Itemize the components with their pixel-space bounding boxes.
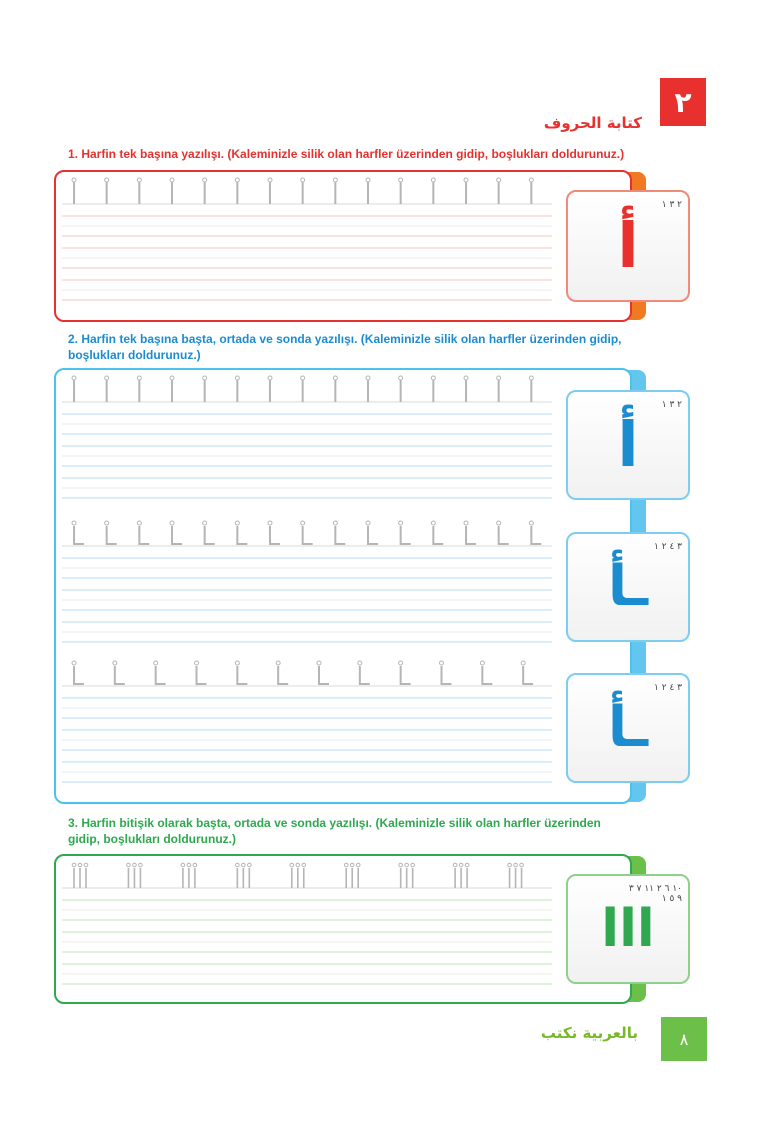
traced-letter xyxy=(154,661,166,684)
traced-letter xyxy=(72,863,88,888)
traced-letter xyxy=(72,521,84,544)
traced-letter xyxy=(235,521,247,544)
traced-letter xyxy=(72,661,84,684)
traced-letter xyxy=(203,521,215,544)
section-1-letter-card xyxy=(566,190,690,302)
page-number: ٨ xyxy=(661,1017,707,1061)
traced-letter xyxy=(301,376,305,402)
unit-number-badge: ٢ xyxy=(660,78,706,126)
section-1-instruction: 1. Harfin tek başına yazılışı. (Kaleminizle silik olan harfler üzerinden gidip, boşlukları doldurunuz.) xyxy=(68,147,625,161)
traced-letter xyxy=(508,863,524,888)
page-title: كتابة الحروف xyxy=(543,114,642,132)
traced-letter xyxy=(497,376,501,402)
traced-letter xyxy=(268,521,280,544)
section-2-card-final xyxy=(566,673,690,783)
letter-diagram xyxy=(568,675,688,781)
traced-letter xyxy=(399,661,411,684)
traced-letter xyxy=(137,178,141,204)
traced-letter xyxy=(366,521,378,544)
arabic-letter: ـأ xyxy=(607,695,649,760)
writing-guide-block xyxy=(62,374,622,514)
traced-letter xyxy=(358,661,370,684)
traced-letter xyxy=(399,376,403,402)
traced-letter xyxy=(399,521,411,544)
traced-letter xyxy=(235,178,239,204)
stroke-order-numbers: ٣ ٤ ٢ ١ xyxy=(654,683,682,693)
traced-letter xyxy=(170,178,174,204)
letter-diagram xyxy=(568,192,688,300)
stroke-order-numbers: ٢ ٣ ١ xyxy=(661,200,682,210)
traced-letter xyxy=(521,661,533,684)
traced-letter xyxy=(181,863,197,888)
writing-guide-block xyxy=(62,176,622,316)
writing-guide-block xyxy=(62,860,622,1000)
traced-letter xyxy=(235,661,247,684)
section-2-card-isolated xyxy=(566,390,690,500)
traced-letter xyxy=(399,178,403,204)
traced-letter xyxy=(195,661,207,684)
section-3-writing-area[interactable] xyxy=(54,854,632,1004)
traced-letter xyxy=(431,376,435,402)
stroke-order-numbers: ٢ ٣ ١ xyxy=(661,400,682,410)
section-2-card-initial xyxy=(566,532,690,642)
arabic-letter: أ xyxy=(617,408,639,481)
traced-letter xyxy=(113,661,125,684)
traced-letter xyxy=(72,376,76,402)
traced-letter xyxy=(464,376,468,402)
section-3-letter-card xyxy=(566,874,690,984)
traced-letter xyxy=(290,863,306,888)
traced-letter xyxy=(366,178,370,204)
letter-diagram xyxy=(568,534,688,640)
traced-letter xyxy=(529,376,533,402)
letter-diagram xyxy=(568,392,688,498)
traced-letter xyxy=(529,178,533,204)
traced-letter xyxy=(170,376,174,402)
traced-letter xyxy=(203,376,207,402)
section-2-instruction-line2: boşlukları doldurunuz.) xyxy=(68,348,201,362)
traced-letter xyxy=(529,521,541,544)
section-2-instruction xyxy=(68,331,668,363)
book-title: بالعربية نكتب xyxy=(540,1024,638,1042)
traced-letter xyxy=(431,178,435,204)
traced-letter xyxy=(301,178,305,204)
section-1-writing-area[interactable] xyxy=(54,170,632,322)
traced-letter xyxy=(105,178,109,204)
traced-letter xyxy=(317,661,329,684)
traced-letter xyxy=(333,178,337,204)
traced-letter xyxy=(105,376,109,402)
traced-letter xyxy=(72,178,76,204)
traced-letter xyxy=(480,661,492,684)
traced-letter xyxy=(301,521,313,544)
traced-letter xyxy=(137,376,141,402)
traced-letter xyxy=(399,863,415,888)
traced-letter xyxy=(497,521,509,544)
letter-diagram xyxy=(568,876,688,982)
traced-letter xyxy=(497,178,501,204)
traced-letter xyxy=(137,521,149,544)
section-3-instruction-line2: gidip, boşlukları doldurunuz.) xyxy=(68,832,236,846)
writing-guide-block xyxy=(62,658,622,798)
writing-guide-block xyxy=(62,518,622,658)
traced-letter xyxy=(127,863,143,888)
traced-letter xyxy=(268,178,272,204)
traced-letter xyxy=(453,863,469,888)
section-3-instruction-line1: 3. Harfin bitişik olarak başta, ortada ve sonda yazılışı. (Kaleminizle silik olan harfler üzerinden xyxy=(68,816,601,830)
traced-letter xyxy=(235,376,239,402)
traced-letter xyxy=(464,178,468,204)
traced-letter xyxy=(333,376,337,402)
stroke-order-numbers: ١٠ ٦ ٢ ١١ ٧ ٣ ٩ ٥ ١ xyxy=(628,884,682,904)
section-2-writing-area[interactable] xyxy=(54,368,632,804)
traced-letter xyxy=(170,521,182,544)
stroke-order-numbers: ٣ ٤ ٢ ١ xyxy=(654,542,682,552)
traced-letter xyxy=(268,376,272,402)
traced-letter xyxy=(333,521,345,544)
arabic-letter: ااا xyxy=(601,899,655,959)
traced-letter xyxy=(236,863,252,888)
traced-letter xyxy=(105,521,117,544)
traced-letter xyxy=(276,661,288,684)
section-3-instruction xyxy=(68,815,668,847)
traced-letter xyxy=(344,863,360,888)
arabic-letter: ـأ xyxy=(607,554,649,619)
traced-letter xyxy=(431,521,443,544)
arabic-letter: أ xyxy=(617,209,639,282)
section-2-instruction-line1: 2. Harfin tek başına başta, ortada ve sonda yazılışı. (Kaleminizle silik olan harfler üzerinden gidip, xyxy=(68,332,622,346)
traced-letter xyxy=(366,376,370,402)
traced-letter xyxy=(440,661,452,684)
traced-letter xyxy=(464,521,476,544)
traced-letter xyxy=(203,178,207,204)
